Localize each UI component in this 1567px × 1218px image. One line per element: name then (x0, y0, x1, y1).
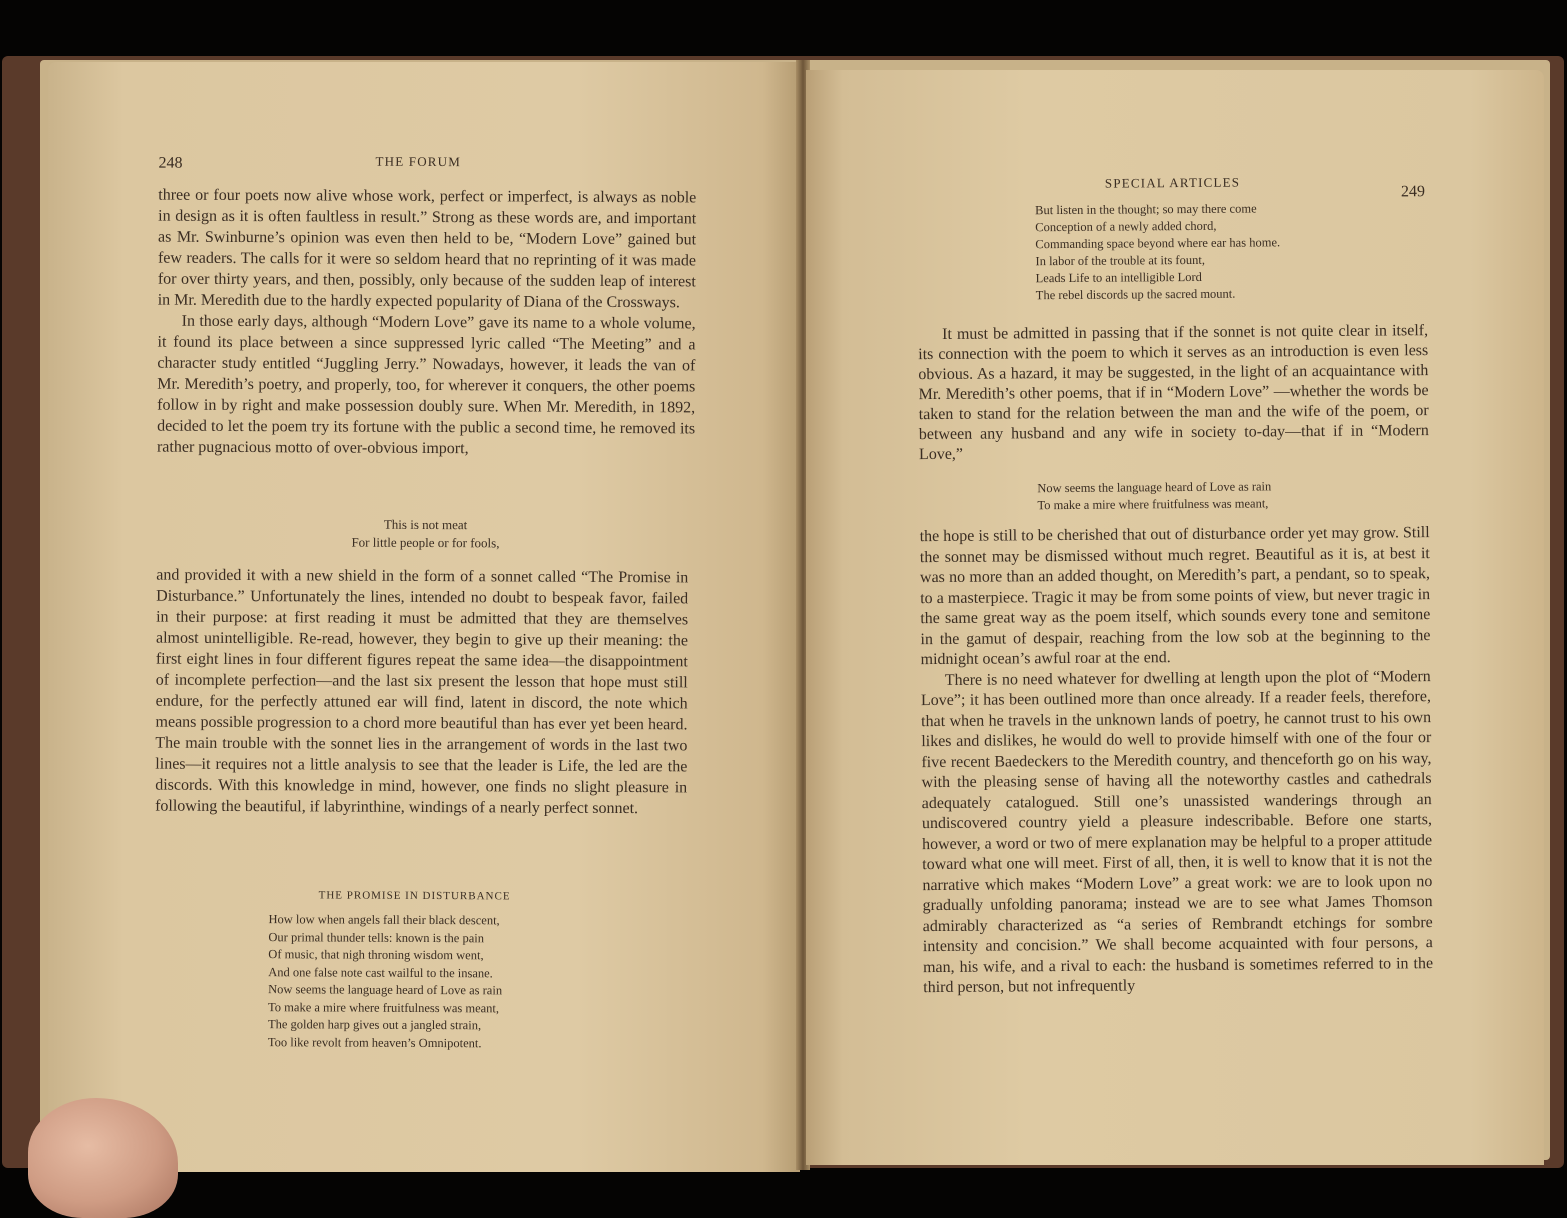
right-paragraph-1: It must be admitted in passing that if the sonnet is not quite clear in itself, its connection with the poem to which it serves as an introduction is even less obvious. As a hazard, it may be suggested, in the light of an acquaintance with Mr. Meredith’s other poems, that if in “Modern Love” —whether the words be taken to stand for the relation between the man and the wife of the poem, or between any husband and any wife in society to-day—that if in “Modern Love,” (918, 322, 1429, 464)
left-paragraph-1: three or four poets now alive whose work, perfect or imperfect, is always as noble in design as it is often faultless in result.” Strong as these words are, and important as Mr. Swinburne’s opinion was even then held to be, “Modern Love” gained but few readers. The calls for it were so seldom heard that no reprinting of it was made for over thirty years, and then, possibly, only because of the sudden leap of interest in Mr. Meredith due to the hardly expected popularity of Diana of the Crossways. (157, 186, 697, 312)
left-paragraph-3: and provided it with a new shield in the form of a sonnet called “The Promise in Disturbance.” Unfortunately the lines, intended no doubt to bespeak favor, failed in their purpose: at first reading it must be admitted that they are themselves almost unintelligible. Re-read, however, they begin to give up their meaning: the first eight lines in four different figures repeat the same idea—the disappointment of incomplete perfection—and the last six present the lesson that hope must still endure, for the perfectly attuned ear will find, latent in discord, the note which means possible progression to a chord more beautiful than has ever yet been heard. The main trouble with the sonnet lies in the arrangement of words in the last two lines—it requires not a little analysis to see that the leader is Life, the led are the discords. With this knowledge in mind, however, one finds no slight pleasure in following the beautiful, if labyrinthine, windings of a nearly perfect sonnet. (155, 566, 689, 818)
verse-line: Now seems the language heard of Love as rain (1037, 479, 1272, 496)
verse-mid (1037, 478, 1271, 514)
right-page (806, 70, 1544, 1165)
verse-line: But listen in the thought; so may there come (1035, 201, 1257, 218)
left-body-top (157, 185, 696, 461)
sonnet-line: Now seems the language heard of Love as rain (268, 982, 503, 998)
left-page (48, 62, 800, 1172)
right-paragraph-2: the hope is still to be cherished that out of disturbance order yet may grow. Still the sonnet may be dismissed without much regret. Beautiful as it is, at best it was no more than an added thought, on Meredith’s part, a pendant, so to speak, to a masterpiece. Tragic it may be from some points of view, but never tragic in the same great way as the poem itself, which sounds every tone and semitone in the gamut of despair, reaching from the low sob at the beginning to the midnight ocean’s awful roar at the end. (919, 524, 1431, 669)
sonnet-line: How low when angels fall their black descent, (268, 912, 500, 928)
verse-line: Leads Life to an intelligible Lord (1035, 269, 1202, 286)
sonnet (268, 911, 503, 1052)
right-body-2 (920, 523, 1434, 998)
right-page-number: 249 (1400, 183, 1426, 201)
sonnet-line: Too like revolt from heaven’s Omnipotent. (267, 1034, 482, 1050)
sonnet-line: Our primal thunder tells: known is the pain (268, 929, 485, 945)
right-body-1 (918, 321, 1429, 465)
left-running-head: THE FORUM (375, 153, 462, 170)
verse-line: In labor of the trouble at its fount, (1035, 252, 1205, 269)
left-page-number: 248 (158, 154, 183, 172)
sonnet-line: And one false note cast wailful to the insane. (268, 964, 493, 980)
verse-line: To make a mire where fruitfulness was meant, (1037, 496, 1269, 513)
verse-top (1035, 200, 1281, 304)
right-running-head: SPECIAL ARTICLES (1104, 174, 1241, 191)
verse-line: The rebel discords up the sacred mount. (1035, 286, 1236, 303)
motto-line: This is not meat (383, 516, 468, 533)
sonnet-title: THE PROMISE IN DISTURBANCE (318, 889, 511, 903)
verse-line: Commanding space beyond where ear has home. (1035, 235, 1281, 252)
motto-line: For little people or for fools, (351, 534, 500, 551)
motto (225, 515, 625, 553)
left-paragraph-2: In those early days, although “Modern Love” gave its name to a whole volume, it found its place between a since suppressed lyric called “The Meeting” and a character study entitled “Juggling Jerry.” Nowadays, however, it leads the van of Mr. Meredith’s poetry, and properly, too, for wherever it conquers, the other poems follow in by right and make possession doubly sure. When Mr. Meredith, in 1892, decided to let the poem try its fortune with the public a second time, he removed its rather pugnacious motto of over-obvious import, (156, 312, 696, 458)
sonnet-line: To make a mire where fruitfulness was meant, (268, 999, 500, 1015)
sonnet-line: The golden harp gives out a jangled strain, (267, 1017, 482, 1033)
sonnet-line: Of music, that nigh throning wisdom went, (268, 947, 484, 963)
left-body-after-motto (155, 565, 688, 820)
verse-line: Conception of a newly added chord, (1035, 218, 1217, 235)
right-paragraph-3: There is no need whatever for dwelling at length upon the plot of “Modern Love”; it has been outlined more than once already. If a reader feels, therefore, that when he travels in the unknown lands of poetry, he cannot trust to his own likes and dislikes, he would do well to provide himself with one of the four or five recent Baedeckers to the Meredith country, and thenceforth go on his way, with the pleasing sense of having all the noteworthy castles and cathedrals adequately catalogued. Still one’s unassisted wanderings through an undiscovered country yield a pleasure indescribable. Before one starts, however, a word or two of mere explanation may be helpful to a proper attitude toward what one will meet. First of all, then, it is well to know that it is not the narrative which makes “Modern Love” a great work: we are to look upon no gradually unfolding panorama; instead we are to see what James Thomson admirably characterized as “a series of Rembrandt etchings for sombre intensity and concision.” We shall become acquainted with four persons, a man, his wife, and a rival to each: the husband is sometimes referred to in the third person, but not infrequently (920, 667, 1434, 997)
